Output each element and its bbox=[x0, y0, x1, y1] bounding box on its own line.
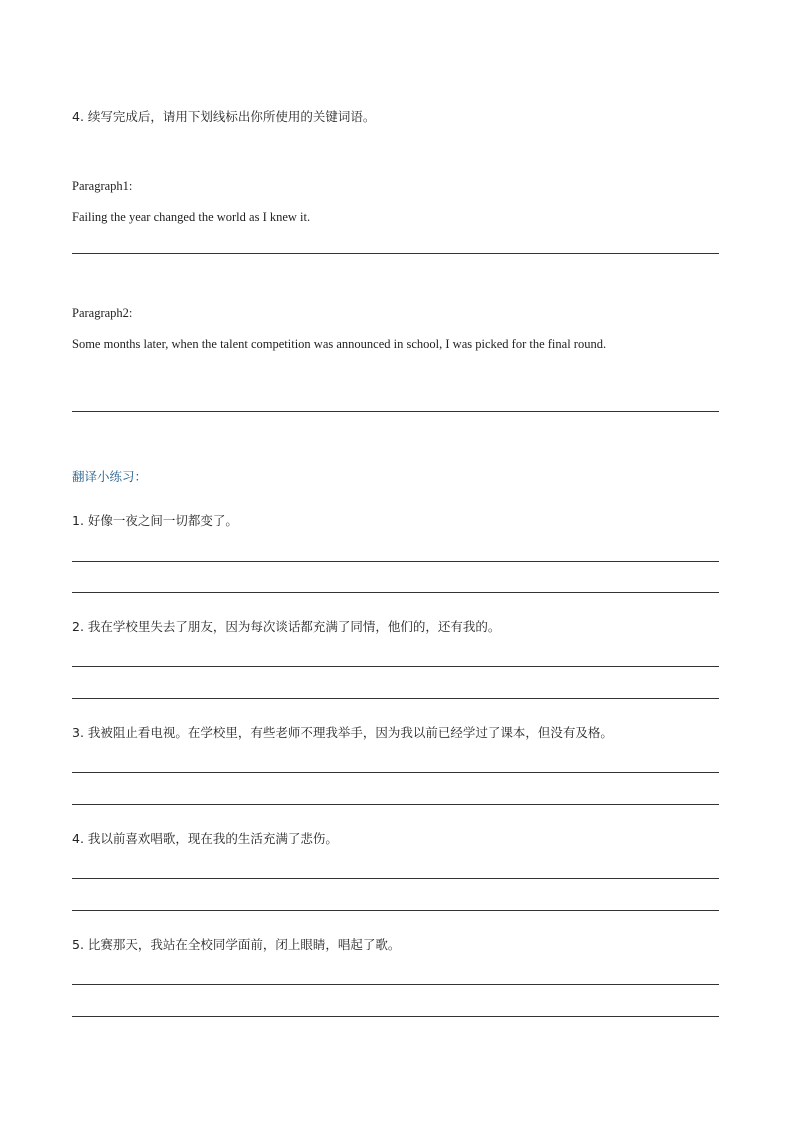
paragraph1-opening-sentence: Failing the year changed the world as I knew it. bbox=[72, 210, 311, 224]
paragraph1-writing-line bbox=[72, 253, 719, 254]
translation-item-5: 5. 比赛那天，我站在全校同学面前，闭上眼睛，唱起了歌。 bbox=[72, 937, 401, 952]
paragraph1-label: Paragraph1: bbox=[72, 179, 133, 193]
answer-line bbox=[72, 666, 719, 667]
translation-item-4: 4. 我以前喜欢唱歌，现在我的生活充满了悲伤。 bbox=[72, 831, 338, 846]
answer-line bbox=[72, 878, 719, 879]
answer-line bbox=[72, 984, 719, 985]
translation-item-3: 3. 我被阻止看电视。在学校里，有些老师不理我举手，因为我以前已经学过了课本，但没有及格。 bbox=[72, 725, 613, 740]
answer-line bbox=[72, 910, 719, 911]
answer-line bbox=[72, 592, 719, 593]
answer-line bbox=[72, 804, 719, 805]
instruction-text: 4. 续写完成后，请用下划线标出你所使用的关键词语。 bbox=[72, 109, 376, 124]
paragraph2-label: Paragraph2: bbox=[72, 306, 133, 320]
translation-item-2: 2. 我在学校里失去了朋友，因为每次谈话都充满了同情，他们的，还有我的。 bbox=[72, 619, 501, 634]
answer-line bbox=[72, 561, 719, 562]
answer-line bbox=[72, 698, 719, 699]
translation-section-title: 翻译小练习： bbox=[72, 469, 148, 484]
paragraph2-opening-sentence: Some months later, when the talent competition was announced in school, I was picked for the final round. bbox=[72, 337, 607, 351]
answer-line bbox=[72, 1016, 719, 1017]
paragraph2-writing-line bbox=[72, 411, 719, 412]
translation-item-1: 1. 好像一夜之间一切都变了。 bbox=[72, 513, 238, 528]
answer-line bbox=[72, 772, 719, 773]
